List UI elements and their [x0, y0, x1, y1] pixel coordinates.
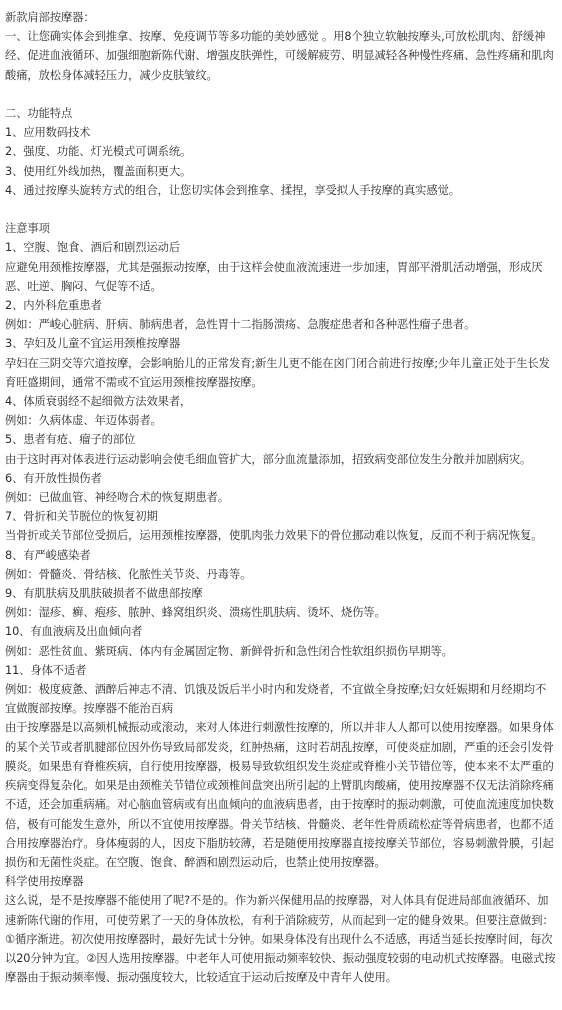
note-paragraph: 由于按摩器是以高频机械振动或滚动，来对人体进行刺激性按摩的，所以并非人人都可以使用按摩器。如果身体的某个关节或者肌腱部位因外伤导致局部发炎，红肿热痛，这时若胡乱按摩，可使炎症加剧，严重的还会引发骨膜炎。如果患有脊椎疾病，自行使用按摩器，极易导致软组织发生炎症或脊椎小关节错位等，使本来不太严重的疾病变得复杂化。如果是由颈椎关节错位或颈椎间盘突出所引起的上臂肌肉酸痛，使用按摩器不仅无法消除疼痛不适，还会加重病痛。对心脑血管病或有出血倾向的血液病患者，由于按摩时的振动刺激，可使血流速度加快数倍，极有可能发生意外，所以不宜使用按摩器。骨关节结核、骨髓炎、老年性骨质疏松症等骨病患者，也都不适合用按摩器治疗。身体瘦弱的人，因皮下脂肪较薄，若是随便用按摩器直接按摩关节部位，容易刺激骨膜，引起损伤和无菌性炎症。在空腹、饱食、醉酒和剧烈运动后，也禁止使用按摩器。 — [5, 721, 554, 869]
note-line: 例如：严峻心脏病、肝病、肺病患者，急性胃十二指肠溃疡、急腹症患者和各种恶性瘤子患者。 — [5, 318, 476, 332]
note-line: 例如：湿疹、癣、疱疹、脓肿、蜂窝组织炎、溃疡性肌肤病、烫坏、烧伤等。 — [5, 606, 386, 620]
spacer — [5, 85, 557, 104]
note-line: 5、患者有疮、瘤子的部位 — [5, 433, 136, 447]
note-line: 6、有开放性损伤者 — [5, 471, 102, 485]
note-line: 由于这时再对体表进行运动影响会使毛细血管扩大，部分血流量添加，招致病变部位发生分散并加剧病灾。 — [5, 452, 532, 466]
note-line: 应避免用颈椎按摩器，尤其是强振动按摩，由于这样会使血液流速进一步加速，胃部平滑肌活动增强，形成厌恶、吐逆、胸闷、气促等不适。 — [5, 260, 543, 293]
note-line: 例如：恶性贫血、紫斑病、体内有金属固定物、新鲜骨折和急性闭合性软组织损伤早期等。 — [5, 644, 453, 658]
science-heading: 科学使用按摩器 — [5, 875, 84, 889]
note-line: 11、身体不适者 — [5, 663, 87, 677]
note-line: 1、空腹、饱食、酒后和剧烈运动后 — [5, 241, 181, 255]
note-line: 例如：久病体虚、年迈体弱者。 — [5, 414, 162, 428]
note-line: 7、骨折和关节脱位的恢复初期 — [5, 510, 158, 524]
feature-item: 3、使用红外线加热，覆盖面积更大。 — [5, 164, 192, 178]
note-line: 例如：已做血管、神经吻合术的恢复期患者。 — [5, 491, 229, 505]
note-line: 例如：极度疲惫、酒醉后神志不清、饥饿及饭后半小时内和发烧者，不宜做全身按摩;妇女妊娠期和月经期均不宜做腹部按摩。按摩器不能治百病 — [5, 683, 547, 716]
note-line: 4、体质衰弱经不起细微方法效果者， — [5, 395, 192, 409]
feature-item: 2、强度、功能、灯光模式可调系统。 — [5, 145, 192, 159]
note-line: 孕妇在三阴交等穴道按摩，会影响胎儿的正常发育;新生儿更不能在囟门闭合前进行按摩;少年儿童正处于生长发育旺盛期间，通常不需或不宜运用颈椎按摩器按摩。 — [5, 356, 550, 389]
feature-item: 1、应用数码技术 — [5, 126, 91, 140]
features-heading: 二、功能特点 — [5, 107, 73, 120]
intro-paragraph: 一、让您确实体会到推拿、按摩、免疫调节等多功能的美妙感觉 。用8个独立软触按摩头,可放松肌肉、舒缓神经、促进血液循环、加强细胞新陈代谢、增强皮肤弹性，可缓解疲劳、明显减轻各种慢性疼痛、急性疼痛和肌肉酸痛，放松身体减轻压力，减少皮肤皱纹。 — [5, 30, 554, 82]
product-title: 新款肩部按摩器： — [5, 11, 95, 24]
note-line: 10、有血液病及出血倾向者 — [5, 625, 143, 639]
note-line: 9、有肌肤病及肌肤破损者不做患部按摩 — [5, 587, 203, 601]
note-line: 2、内外科危重患者 — [5, 299, 102, 313]
note-line: 例如：骨髓炎、骨结核、化脓性关节炎、丹毒等。 — [5, 567, 252, 581]
spacer — [5, 200, 557, 219]
science-paragraph: 这么说，是不是按摩器不能使用了呢?不是的。作为新兴保健用品的按摩器，对人体具有促进局部血液循环、加速新陈代谢的作用，可使劳累了一天的身体放松，有利于消除疲劳，从而起到一定的健身效果。但要注意做到：①循序渐进。初次使用按摩器时，最好先试十分钟。如果身体没有出现什么不适感，再适当延长按摩时间，每次以20分钟为宜。②因人选用按摩器。中老年人可使用振动频率较快、振动强度较弱的电动机式按摩器。电磁式按摩器由于振动频率慢、振动强度较大，比较适宜于运动后按摩及中青年人使用。 — [5, 894, 556, 985]
notes-heading: 注意事项 — [5, 222, 50, 236]
note-line: 8、有严峻感染者 — [5, 548, 91, 562]
note-line: 当骨折或关节部位受损后，运用颈椎按摩器，使肌肉张力效果下的骨位挪动难以恢复，反而不利于病况恢复。 — [5, 529, 543, 543]
note-line: 3、孕妇及儿童不宜运用颈椎按摩器 — [5, 337, 181, 351]
feature-item: 4、通过按摩头旋转方式的组合，让您切实体会到推拿、揉捏，享受拟人手按摩的真实感觉。 — [5, 183, 460, 197]
